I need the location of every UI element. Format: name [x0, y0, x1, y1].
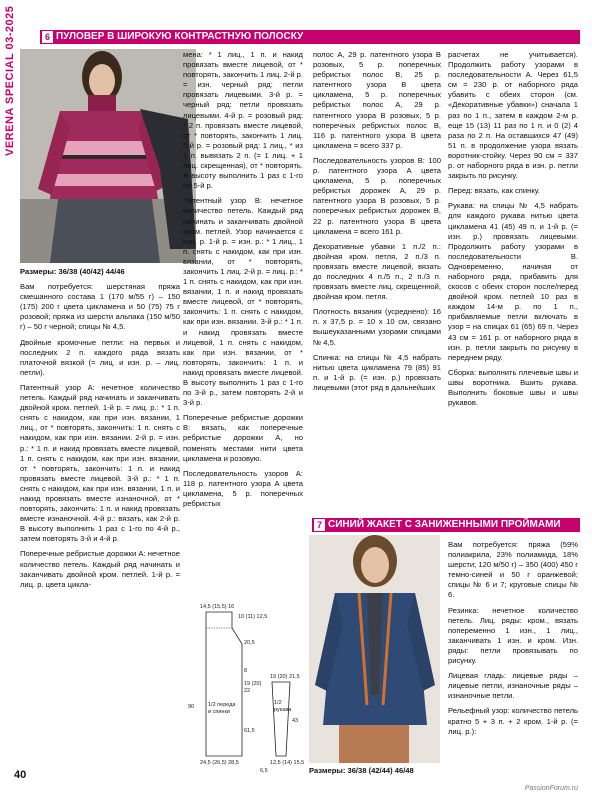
schem-top: 14,5 (15,5) 16	[200, 604, 235, 610]
rib-text: Резинка: нечетное количество петель. Лиц. ряды: кром., вязать попеременно 1 изн., 1 лиц., заканчивать 1 изн. и кром. Изн. ряды: петли провязывать по рисунку.	[448, 605, 578, 666]
stockinette-text: Лицевая гладь: лицевые ряды – лицевые петли, изнаночные ряды – изнаночные петли.	[448, 671, 578, 701]
watermark: PassionForum.ru	[524, 785, 578, 792]
jacket-model-photo	[309, 535, 440, 763]
brand-vertical	[3, 6, 17, 156]
schem-h1: 19 (20) 22	[244, 681, 262, 695]
front-text: Перед: вязать, как спинку.	[448, 186, 540, 196]
schem-sleeve-h: 43	[292, 718, 299, 724]
column-4	[448, 50, 578, 413]
materials-text: Вам потребуется: шерстяная пряжа смешанного состава 1 (170 м/55 г) – 150 (175) 200 г цвета цикламена и 50 (75) 75 г розовой; пряжа из шерсти альпака (150 м/50 г) – 50 г черной; спицы № 4,5.	[20, 282, 180, 332]
back-continued: расчетах не учитывается). Продолжить работу узорами в последовательности А. Через 61,5 см = 230 р. от наборного ряда убавить с обеих сторон (см. «Декоративные убавки») сначала 1 раз по 1 п., затем в каждом 2-м р. еще 15 (13) 11 раз по 1 п. и 0 (2) 4 раза по 2 п. На оставшихся 47 (49) 51 п. в продолжение узора вязать воротник-стойку. Через 90 см = 337 р. от наборного ряда в изн. р. петли закрыть по рисунку.	[448, 50, 578, 181]
back-text: Спинка: на спицы № 4,5 набрать нитью цвета цикламена 79 (85) 91 п. и 1-й р. (= изн. р.) провязать лицевыми (этот ряд в дальнейших	[313, 352, 441, 392]
brand-text: VERENA SPECIAL 03-2025	[4, 5, 16, 156]
pattern-a-text: Патентный узор А: нечетное количество петель. Каждый ряд начинать и заканчивать двойной кром. петлей. 1-й р. = лиц. р.: * 1 п. снять с накидом, как при изн. вязании, 1 лиц., от * повторять, закончить: 1 п. снять с накидом, как при изн. вязании. 2-й р. = изн. р.: * 1 п. и накид провязать вместе лицевой, 1 п. снять с накидом, как при изн. вязании, от * повторять, закончить: 1 п. и накид провязать вместе лицевой. 3-й р.: * 1 п. снять с накидом, как при изн. вязании, 1 п. и накид провязать вместе изнаночной, от * повторять, закончить: 1 п. и накид провязать вместе изнаночной. 4-й р.: вязать, как 2-й р. В высоту выполнить 1 раз с 1-го по 4-й р., затем повторять 3-й и 4-й р.	[20, 382, 180, 544]
stripes-a-text: Поперечные ребристые дорожки А: нечетное количество петель. Каждый ряд начинать и заканчивать двойной кром. петлей. 1-й р. = лиц. р. цвета цикла-	[20, 549, 180, 589]
section-title: ПУЛОВЕР В ШИРОКУЮ КОНТРАСТНУЮ ПОЛОСКУ	[56, 31, 304, 42]
section-header-6	[40, 30, 580, 44]
schem-small: 6,5	[260, 768, 268, 774]
schem-sleeve-bottom: 12,5 (14) 15,5	[270, 760, 305, 766]
schem-half: 1/2 переда и спинки	[208, 702, 236, 716]
pattern-a-continued: мена: * 1 лиц., 1 п. и накид провязать вместе лицевой, от * повторять, закончить 1 лиц. 2-й р. = изн. черный ряд: петли провязать лицевыми. 3-й р. = черный ряд: петли провязать лицевыми. 4-й р. = розовый ряд: * 2 п. провязать вместе лицевой, от * повторять, закончить 1 лиц. 5-й р. = розовый ряд: 1 лиц., * из 1 п. вывязать 2 п. (= 1 лиц. + 1 лиц. скрещенная), от * повторять. В высоту выполнить 1 раз с 1-го по 5-й р.	[183, 50, 304, 191]
stripes-b-text: Поперечные ребристые дорожки В: вязать, как поперечные ребристые дорожки А, но поменять местами нити цвета цикламена и розовую.	[183, 413, 303, 463]
sequence-a-continued: полос А, 29 р. патентного узора В розовых, 5 р. поперечных ребристых полос В, 25 р. патентного узора В цвета цикламена, 5 р. поперечных ребристых полос А, 29 р. патентного узора В розовых, 5 р. поперечных ребристых полос В, 116 р. патентного узора В цвета цикламена = всего 337 р.	[313, 50, 441, 150]
schem-side: 10 (11) 12,5	[238, 614, 268, 620]
column-2	[183, 50, 303, 514]
sweater-illustration	[20, 49, 196, 263]
column-3	[313, 50, 441, 398]
schem-w2: 8	[244, 668, 248, 674]
section-header-7	[312, 518, 580, 532]
schem-bottom: 24,5 (26,5) 28,5	[200, 760, 239, 766]
schem-w1: 20,5	[244, 640, 255, 646]
sizes-2-text: Размеры: 36/38 (42/44) 46/48	[309, 766, 414, 775]
relief-text: Рельефный узор: количество петель кратно 5 + 3 п. + 2 кром. 1-й р. (= лиц. р.):	[448, 706, 578, 736]
schem-sleeve: 1/2 рукава	[274, 700, 292, 714]
sequence-a-text: Последовательность узоров А: 118 р. патентного узора А цвета цикламена, 5 р. поперечных ребристых	[183, 468, 303, 509]
section-number-2: 7	[314, 519, 325, 531]
edge-stitch-text: Двойные кромочные петли: на первых и последних 2 п. каждого ряда вязать платочной вязкой (= лиц. и изн. р. – лиц. петли).	[20, 337, 180, 377]
density-text: Плотность вязания (усреднено): 16 п. x 37,5 р. = 10 x 10 см, связано вышеуказанными узорами спицами № 4,5.	[313, 307, 441, 347]
section-title-2: СИНИЙ ЖАКЕТ С ЗАНИЖЕННЫМИ ПРОЙМАМИ	[328, 519, 561, 530]
column-5	[448, 540, 578, 742]
sleeves-text: Рукава: на спицы № 4,5 набрать для каждого рукава нитью цвета цикламена 41 (45) 49 п. и 1-й р. (= изн. р.) провязать лицевыми. Продолжить работу узорами в последовательности В. Одновременно, начиная от наборного ряда, прибавить для скосов с обеих сторон после/перед двойной кром. петлей 10 раз в каждом 14-м р. по 1 п., прибавляемые петли включать в узор = на спицах 61 (65) 69 п. Через 43 см = 161 р. от наборного ряда в изн. р. петли закрыть по рисунку в переднем ряду.	[448, 201, 578, 362]
sequence-b-text: Последовательность узоров В: 100 р. патентного узора А цвета цикламена, 5 р. поперечных ребристых дорожек А, 29 р. патентного узора В розовых, 5 р. поперечных ребристых дорожек В, 22 р. патентного узора В цвета цикламена = всего 161 р.	[313, 155, 441, 236]
assembly-text: Сборка: выполнить плечевые швы и швы воротника. Вшить рукава. Выполнить боковые швы и швы рукавов.	[448, 367, 578, 408]
caption-2	[309, 766, 439, 776]
pattern-b-text: Патентный узор В: нечетное количество петель. Каждый ряд начинать и заканчивать двойной кром. петлей. Узор начинается с изн. р. 1-й р. = изн. р.: * 1 лиц., 1 п. снять с накидом, как при изн. вязании, от * повторять, закончить 1 лиц. 2-й р. = лиц. р.: * 1 п. снять с накидом, как при изн. вязании, 1 п. и накид провязать вместе лицевой, от * повторять, закончить: 1 п. снять с накидом, как при изн. вязании. 3-й р.: * 1 п. и накид провязать вместе лицевой, 1 п. снять с накидом, как при изн. вязании, от * повторять, закончить: 1 п. и накид провязать вместе лицевой. В высоту выполнить 1 раз с 1-го по 3-й р., затем повторять 2-й и 3-й р.	[183, 196, 303, 408]
materials-2-text: Вам потребуется: пряжа (59% полиакрила, 23% полиамида, 18% шерсти; 120 м/50 г) – 350 (400) 450 г темно-синей и 50 г оранжевой; спицы № 6 и 7; круговые спицы № 6.	[448, 540, 578, 600]
schem-sleeve-top: 19 (20) 21,5	[270, 674, 300, 680]
jacket-illustration	[309, 535, 440, 763]
decor-decrease-text: Декоративные убавки 1 п./2 п.: двойная кром. петля, 2 п./3 п. провязать вместе лицевой, вязать до последних 4 п./5 п., 2 п./3 п. провязать вместе лиц. скрещенной, двойная кром. петля.	[313, 241, 441, 302]
sweater-model-photo	[20, 49, 196, 263]
column-1	[20, 267, 180, 595]
sizes-text: Размеры: 36/38 (40/42) 44/46	[20, 267, 125, 276]
page-number: 40	[14, 769, 27, 781]
schem-h2: 61,5	[244, 728, 255, 734]
schem-total: 90	[188, 704, 195, 710]
size-schematic	[186, 606, 306, 776]
section-number: 6	[42, 31, 53, 43]
